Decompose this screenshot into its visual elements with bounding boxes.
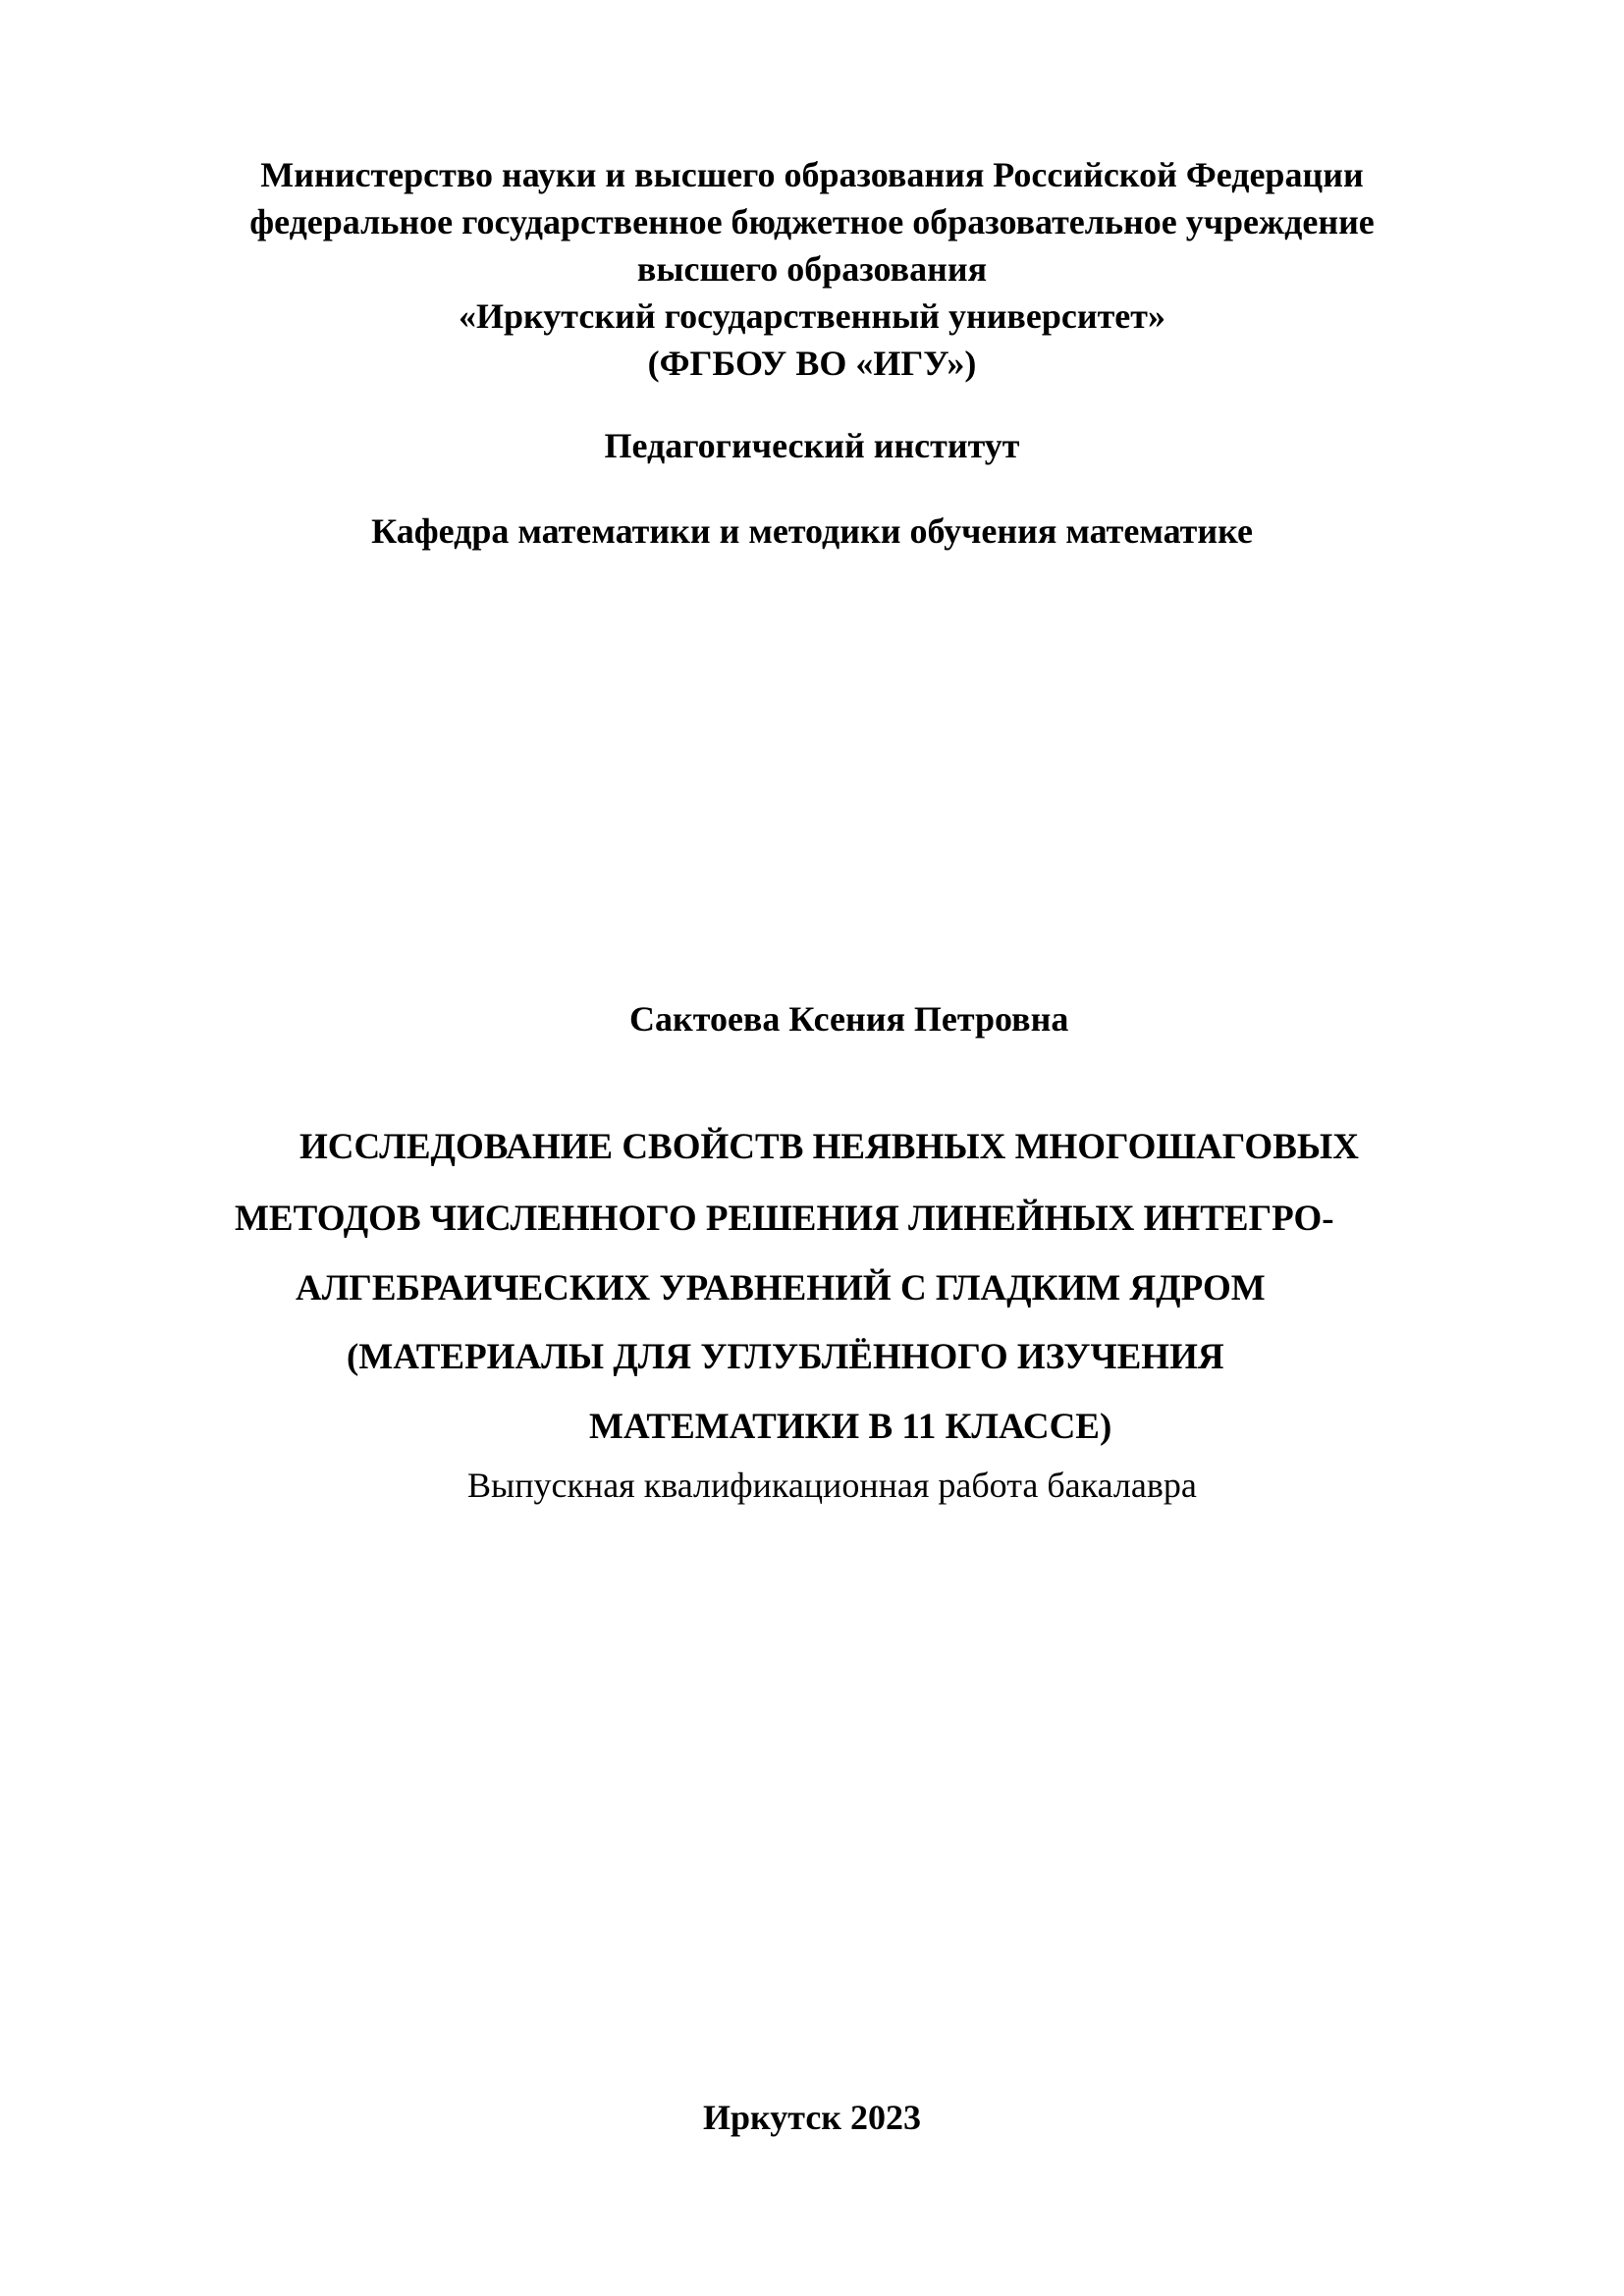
department-name: Кафедра математики и методики обучения математике (371, 511, 1253, 551)
city-year: Иркутск 2023 (702, 2098, 922, 2137)
work-type: Выпускная квалификационная работа бакалавра (467, 1466, 1197, 1505)
title-line-5: МАТЕМАТИКИ В 11 КЛАССЕ) (589, 1407, 1112, 1447)
education-level-line: высшего образования (636, 249, 988, 289)
university-name-line: «Иркутский государственный университет» (459, 296, 1165, 336)
ministry-line: Министерство науки и высшего образования Российской Федерации (260, 155, 1364, 194)
title-line-4: (МАТЕРИАЛЫ ДЛЯ УГЛУБЛЁННОГО ИЗУЧЕНИЯ (347, 1337, 1224, 1377)
institute-name: Педагогический институт (604, 426, 1020, 465)
title-line-3: АЛГЕБРАИЧЕСКИХ УРАВНЕНИЙ С ГЛАДКИМ ЯДРОМ (296, 1268, 1266, 1308)
author-name: Сактоева Ксения Петровна (629, 999, 1069, 1039)
institution-type-line: федеральное государственное бюджетное образовательное учреждение (249, 202, 1375, 241)
title-line-2: МЕТОДОВ ЧИСЛЕННОГО РЕШЕНИЯ ЛИНЕЙНЫХ ИНТЕГРО- (235, 1199, 1334, 1239)
title-line-1: ИССЛЕДОВАНИЕ СВОЙСТВ НЕЯВНЫХ МНОГОШАГОВЫХ (299, 1127, 1359, 1167)
university-abbr-line: (ФГБОУ ВО «ИГУ») (647, 344, 977, 383)
